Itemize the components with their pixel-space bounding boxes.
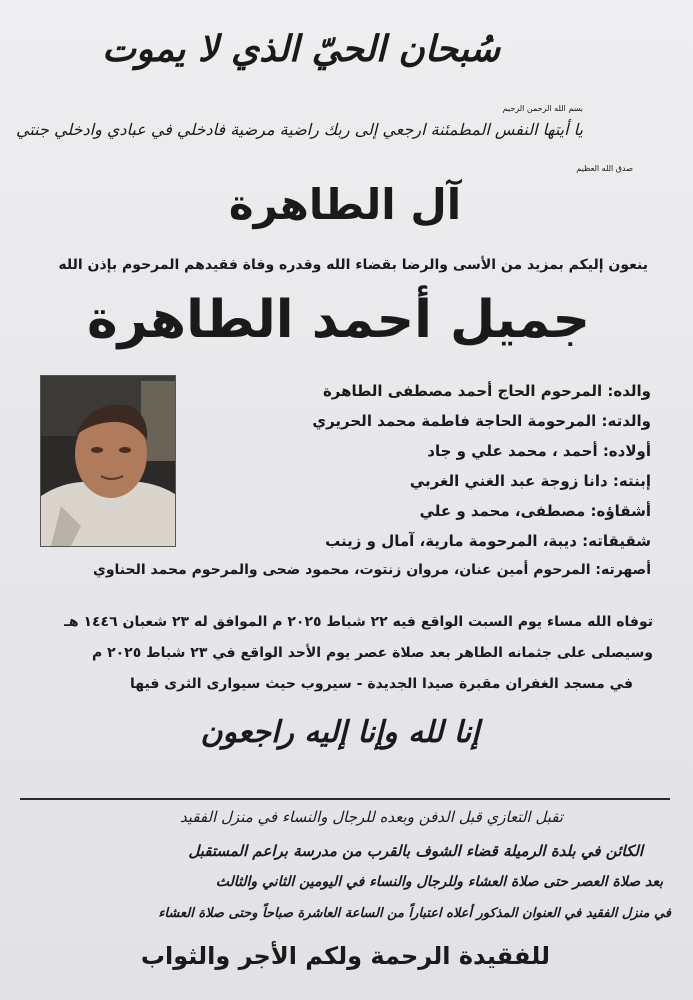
relatives-list: [93, 382, 651, 592]
relative-sons: أولاده: أحمد ، محمد علي و جاد: [427, 442, 651, 460]
basmala-text: بسم الله الرحمن الرحيم: [502, 104, 583, 113]
death-date-line: توفاه الله مساء يوم السبت الواقع فيه ٢٢ شباط ٢٠٢٥ م الموافق له ٢٣ شعبان ١٤٤٦ هـ: [64, 614, 653, 630]
verse-text: يا أيتها النفس المطمئنة ارجعي إلى ربك راضية مرضية فادخلي في عبادي وادخلي جنتي: [16, 120, 583, 139]
relative-mother: والدته: المرحومة الحاجة فاطمة محمد الحريري: [312, 412, 651, 430]
announcement-text: ينعون إليكم بمزيد من الأسى والرضا بقضاء الله وقدره وفاة فقيدهم المرحوم بإذن الله: [58, 257, 648, 273]
quran-closing: إنا لله وإنا إليه راجعون: [200, 715, 480, 750]
condolence-line-1: تقبل التعازي قبل الدفن وبعده للرجال والنساء في منزل الفقيد: [179, 808, 563, 826]
relative-daughter: إبنته: دانا زوجة عبد الغني الغربي: [409, 472, 651, 490]
relative-in-laws: أصهرته: المرحوم أمين عنان، مروان زنتوت، محمود ضحى والمرحوم محمد الحناوي: [93, 562, 651, 578]
relative-father: والده: المرحوم الحاج أحمد مصطفى الطاهرة: [322, 382, 651, 400]
section-divider: [20, 798, 670, 800]
verse-closing: صدق الله العظيم: [576, 164, 633, 173]
deceased-name: جميل أحمد الطاهرة: [86, 290, 590, 350]
condolence-line-2: الكائن في بلدة الرميلة قضاء الشوف بالقرب من مدرسة براعم المستقبل: [188, 842, 643, 860]
portrait-image: [41, 376, 175, 546]
family-name: آل الطاهرة: [228, 180, 462, 229]
condolence-line-3: بعد صلاة العصر حتى صلاة العشاء وللرجال والنساء في اليومين الثاني والثالث: [215, 874, 663, 890]
relative-brothers: أشقاؤه: مصطفى، محمد و علي: [419, 502, 651, 520]
closing-line: للفقيدة الرحمة ولكم الأجر والثواب: [140, 942, 550, 970]
burial-location-line: في مسجد الغفران مقبرة صيدا الجديدة - سيروب حيث سيوارى الثرى فيها: [130, 676, 633, 692]
relative-sisters: شقيقاته: ديبة، المرحومة مارية، آمال و زينب: [325, 532, 651, 550]
funeral-prayer-line: وسيصلى على جثمانه الطاهر بعد صلاة عصر يوم الأحد الواقع في ٢٣ شباط ٢٠٢٥ م: [91, 645, 653, 661]
deceased-photo: [40, 375, 176, 547]
calligraphy-title: سُبحان الحيّ الذي لا يموت: [102, 28, 500, 70]
condolence-line-4: في منزل الفقيد في العنوان المذكور أعلاه اعتباراً من الساعة العاشرة صباحاً وحتى صلاة العشاء: [158, 906, 671, 921]
